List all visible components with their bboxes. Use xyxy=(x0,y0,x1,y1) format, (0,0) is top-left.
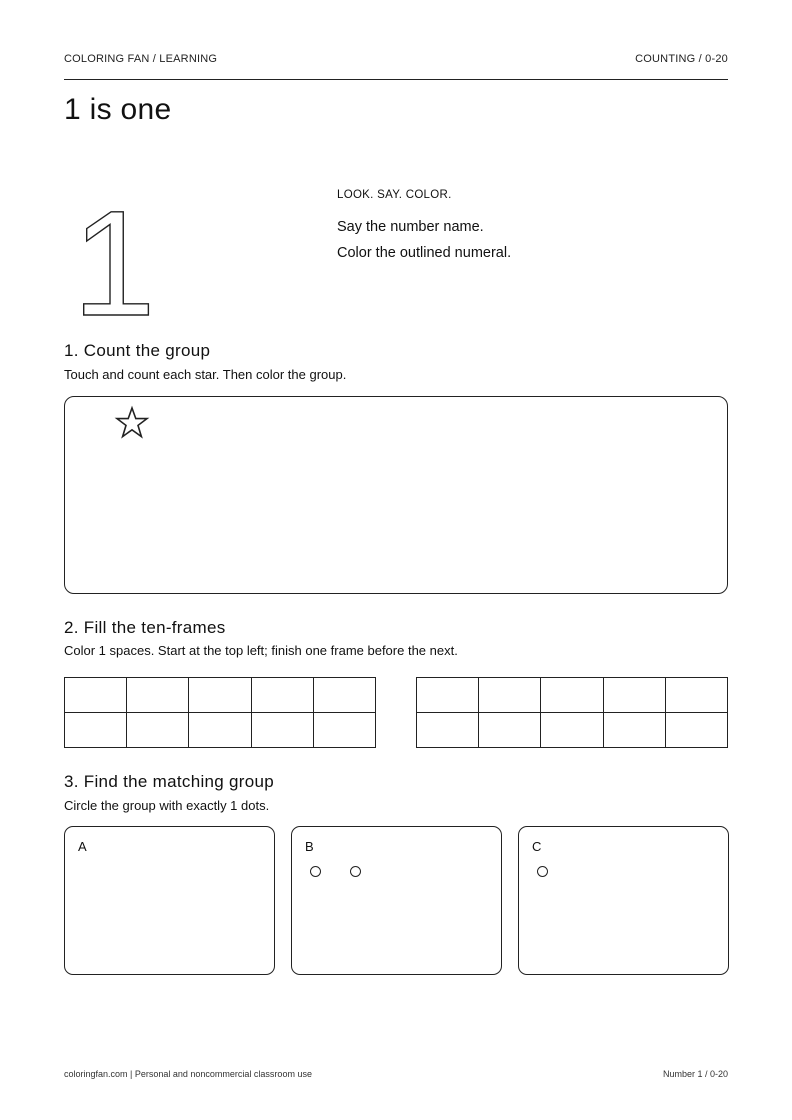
ten-frame-cell[interactable] xyxy=(189,678,251,713)
header-topic: COUNTING / 0-20 xyxy=(635,53,728,65)
ten-frame-cell[interactable] xyxy=(251,678,313,713)
section-count-instructions: Touch and count each star. Then color the group. xyxy=(64,367,347,382)
header-brand: COLORING FAN / LEARNING xyxy=(64,53,218,65)
ten-frame-1 xyxy=(64,677,376,748)
ten-frame-cell[interactable] xyxy=(541,678,603,713)
ten-frame-cell[interactable] xyxy=(479,678,541,713)
star-outline-icon[interactable] xyxy=(115,406,149,440)
ten-frame-cell[interactable] xyxy=(665,678,727,713)
ten-frame-cell[interactable] xyxy=(65,713,127,748)
ten-frame-cell[interactable] xyxy=(313,678,375,713)
option-label: B xyxy=(305,839,314,854)
ten-frame-cell[interactable] xyxy=(479,713,541,748)
ten-frame-cell[interactable] xyxy=(417,678,479,713)
ten-frame-cell[interactable] xyxy=(603,713,665,748)
ten-frame-cell[interactable] xyxy=(127,678,189,713)
section-tenframe-instructions: Color 1 spaces. Start at the top left; finish one frame before the next. xyxy=(64,643,458,658)
outlined-numeral[interactable] xyxy=(72,179,156,347)
ten-frame-cell[interactable] xyxy=(127,713,189,748)
section-tenframe-title: 2. Fill the ten-frames xyxy=(64,618,226,637)
ten-frame-2 xyxy=(416,677,728,748)
ten-frame-cell[interactable] xyxy=(541,713,603,748)
ten-frame-cell[interactable] xyxy=(665,713,727,748)
dot xyxy=(537,866,548,877)
ten-frame-cell[interactable] xyxy=(251,713,313,748)
match-option-a[interactable] xyxy=(64,826,275,975)
instructions-heading: LOOK. SAY. COLOR. xyxy=(337,189,452,201)
section-match-title: 3. Find the matching group xyxy=(64,772,275,791)
numeral-text: 1 xyxy=(72,179,156,347)
option-label: A xyxy=(78,839,87,854)
instruction-color: Color the outlined numeral. xyxy=(337,245,512,261)
ten-frame-cell[interactable] xyxy=(603,678,665,713)
ten-frame-cell[interactable] xyxy=(313,713,375,748)
match-option-c[interactable] xyxy=(518,826,729,975)
section-count-title: 1. Count the group xyxy=(64,341,211,360)
footer-page-label: Number 1 / 0-20 xyxy=(662,1069,728,1079)
section-match-instructions: Circle the group with exactly 1 dots. xyxy=(64,798,270,813)
page-title: 1 is one xyxy=(64,93,172,126)
dot xyxy=(350,866,361,877)
match-option-b[interactable] xyxy=(291,826,502,975)
ten-frame-cell[interactable] xyxy=(65,678,127,713)
footer-credit: coloringfan.com | Personal and noncommercial classroom use xyxy=(64,1069,312,1079)
ten-frame-cell[interactable] xyxy=(189,713,251,748)
ten-frame-cell[interactable] xyxy=(417,713,479,748)
star-group-box xyxy=(64,396,728,594)
dot xyxy=(310,866,321,877)
instruction-say: Say the number name. xyxy=(337,219,484,235)
option-label: C xyxy=(532,839,542,854)
header-divider xyxy=(64,79,728,80)
